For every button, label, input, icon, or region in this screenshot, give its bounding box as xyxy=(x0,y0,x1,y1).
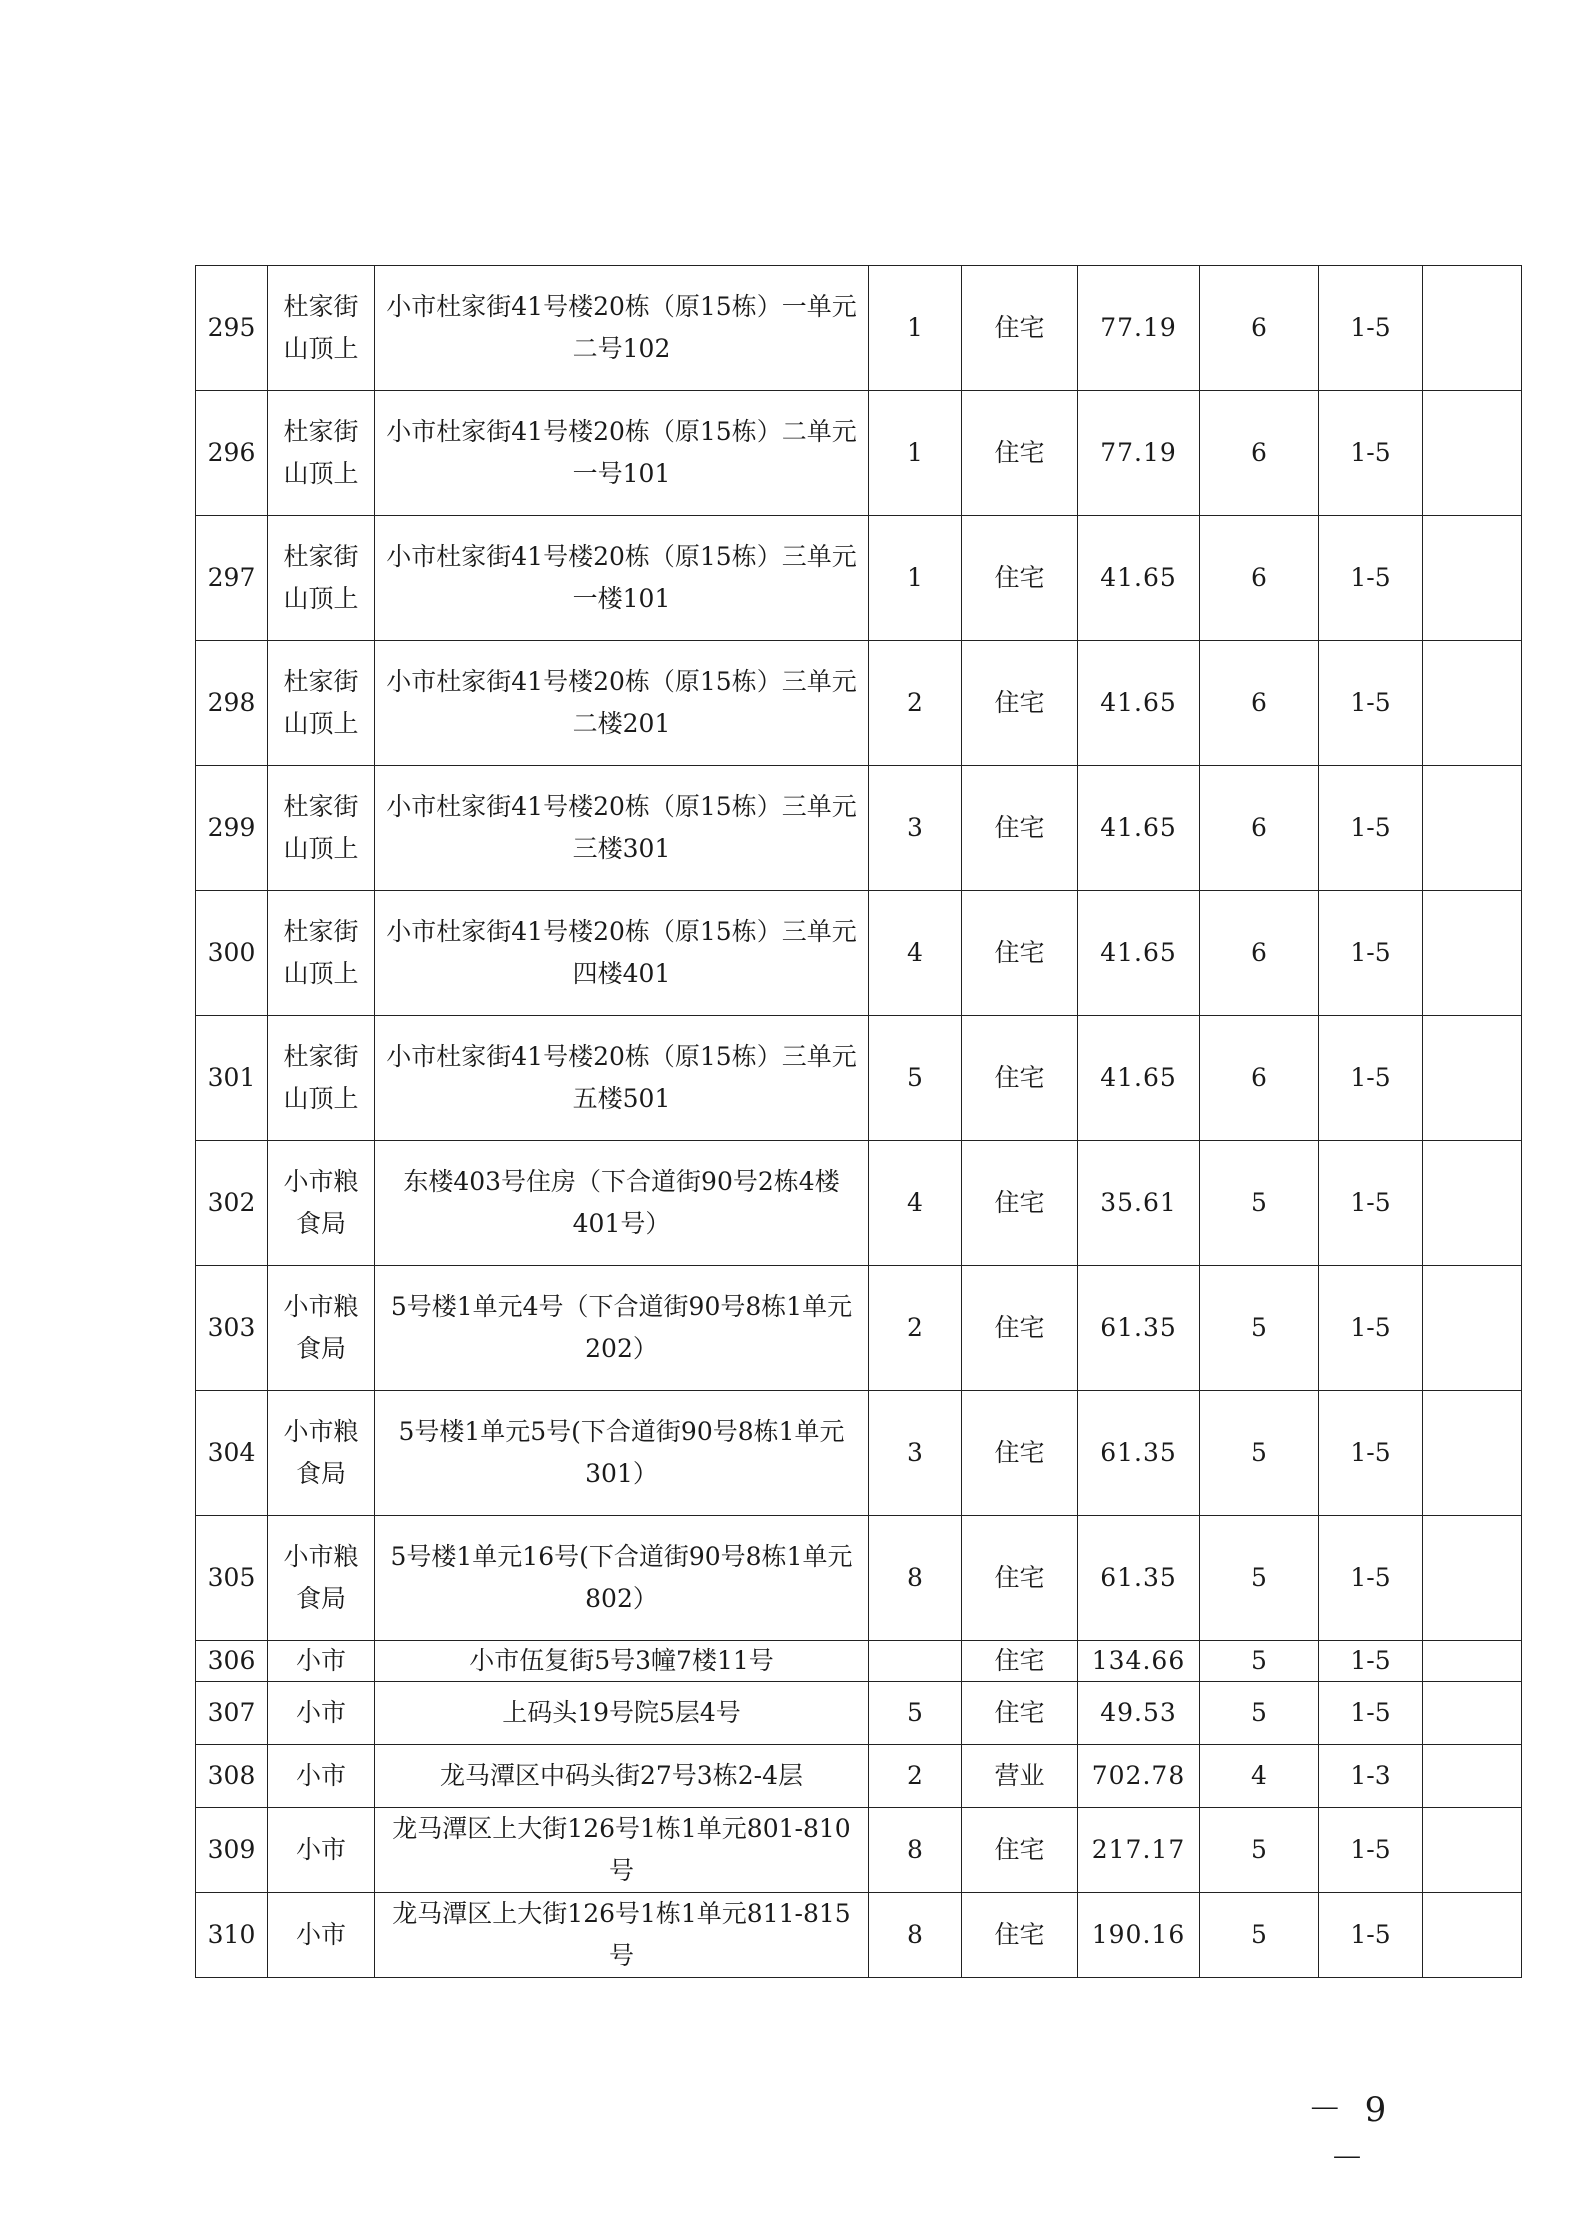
note-cell xyxy=(1423,891,1522,1016)
note-cell xyxy=(1423,766,1522,891)
note-cell xyxy=(1423,1016,1522,1141)
floor-cell: 2 xyxy=(869,641,962,766)
use-cell: 住宅 xyxy=(962,1808,1078,1893)
note-cell xyxy=(1423,391,1522,516)
total-floors-cell: 5 xyxy=(1200,1266,1319,1391)
floor-cell: 5 xyxy=(869,1016,962,1141)
table-row xyxy=(196,391,1522,516)
address-cell: 小市杜家街41号楼20栋（原15栋）三单元四楼401 xyxy=(375,891,869,1016)
area-cell: 41.65 xyxy=(1078,891,1200,1016)
location-cell: 小市粮食局 xyxy=(268,1391,375,1516)
row-number: 299 xyxy=(196,766,268,891)
grade-cell: 1-5 xyxy=(1319,641,1423,766)
location-cell: 杜家街山顶上 xyxy=(268,266,375,391)
total-floors-cell: 5 xyxy=(1200,1391,1319,1516)
note-cell xyxy=(1423,1391,1522,1516)
grade-cell: 1-5 xyxy=(1319,1141,1423,1266)
total-floors-cell: 6 xyxy=(1200,766,1319,891)
area-cell: 41.65 xyxy=(1078,641,1200,766)
use-cell: 住宅 xyxy=(962,766,1078,891)
location-cell: 杜家街山顶上 xyxy=(268,891,375,1016)
note-cell xyxy=(1423,641,1522,766)
total-floors-cell: 5 xyxy=(1200,1516,1319,1641)
location-cell: 杜家街山顶上 xyxy=(268,641,375,766)
row-number: 296 xyxy=(196,391,268,516)
total-floors-cell: 6 xyxy=(1200,391,1319,516)
note-cell xyxy=(1423,1893,1522,1978)
grade-cell: 1-5 xyxy=(1319,1641,1423,1682)
row-number: 301 xyxy=(196,1016,268,1141)
use-cell: 住宅 xyxy=(962,1141,1078,1266)
row-number: 303 xyxy=(196,1266,268,1391)
grade-cell: 1-5 xyxy=(1319,766,1423,891)
row-number: 300 xyxy=(196,891,268,1016)
floor-cell: 3 xyxy=(869,766,962,891)
address-cell: 5号楼1单元5号(下合道街90号8栋1单元301） xyxy=(375,1391,869,1516)
area-cell: 41.65 xyxy=(1078,516,1200,641)
address-cell: 龙马潭区上大街126号1栋1单元811-815号 xyxy=(375,1893,869,1978)
note-cell xyxy=(1423,1516,1522,1641)
use-cell: 住宅 xyxy=(962,1682,1078,1745)
total-floors-cell: 6 xyxy=(1200,266,1319,391)
table-row xyxy=(196,1641,1522,1682)
area-cell: 134.66 xyxy=(1078,1641,1200,1682)
table-row xyxy=(196,1745,1522,1808)
use-cell: 住宅 xyxy=(962,1893,1078,1978)
floor-cell: 2 xyxy=(869,1745,962,1808)
grade-cell: 1-5 xyxy=(1319,891,1423,1016)
location-cell: 杜家街山顶上 xyxy=(268,391,375,516)
note-cell xyxy=(1423,266,1522,391)
floor-cell: 1 xyxy=(869,391,962,516)
floor-cell: 3 xyxy=(869,1391,962,1516)
use-cell: 住宅 xyxy=(962,1391,1078,1516)
area-cell: 217.17 xyxy=(1078,1808,1200,1893)
table-row xyxy=(196,1391,1522,1516)
table-row xyxy=(196,1893,1522,1978)
floor-cell: 1 xyxy=(869,266,962,391)
row-number: 295 xyxy=(196,266,268,391)
table-row xyxy=(196,266,1522,391)
page-number: － 9 － xyxy=(1307,2090,1393,2179)
total-floors-cell: 5 xyxy=(1200,1141,1319,1266)
use-cell: 住宅 xyxy=(962,1266,1078,1391)
address-cell: 小市杜家街41号楼20栋（原15栋）三单元一楼101 xyxy=(375,516,869,641)
location-cell: 小市 xyxy=(268,1808,375,1893)
grade-cell: 1-5 xyxy=(1319,1516,1423,1641)
grade-cell: 1-5 xyxy=(1319,1391,1423,1516)
address-cell: 龙马潭区中码头街27号3栋2-4层 xyxy=(375,1745,869,1808)
table-row xyxy=(196,1016,1522,1141)
area-cell: 61.35 xyxy=(1078,1391,1200,1516)
grade-cell: 1-5 xyxy=(1319,1682,1423,1745)
address-cell: 小市杜家街41号楼20栋（原15栋）一单元二号102 xyxy=(375,266,869,391)
row-number: 307 xyxy=(196,1682,268,1745)
row-number: 310 xyxy=(196,1893,268,1978)
note-cell xyxy=(1423,1641,1522,1682)
location-cell: 小市粮食局 xyxy=(268,1516,375,1641)
area-cell: 41.65 xyxy=(1078,766,1200,891)
note-cell xyxy=(1423,1682,1522,1745)
address-cell: 东楼403号住房（下合道街90号2栋4楼401号） xyxy=(375,1141,869,1266)
location-cell: 杜家街山顶上 xyxy=(268,766,375,891)
area-cell: 77.19 xyxy=(1078,266,1200,391)
total-floors-cell: 6 xyxy=(1200,1016,1319,1141)
row-number: 302 xyxy=(196,1141,268,1266)
area-cell: 49.53 xyxy=(1078,1682,1200,1745)
address-cell: 5号楼1单元16号(下合道街90号8栋1单元802） xyxy=(375,1516,869,1641)
location-cell: 小市 xyxy=(268,1893,375,1978)
note-cell xyxy=(1423,1808,1522,1893)
note-cell xyxy=(1423,1266,1522,1391)
table-row xyxy=(196,1682,1522,1745)
area-cell: 61.35 xyxy=(1078,1266,1200,1391)
grade-cell: 1-5 xyxy=(1319,1893,1423,1978)
address-cell: 龙马潭区上大街126号1栋1单元801-810号 xyxy=(375,1808,869,1893)
location-cell: 小市 xyxy=(268,1641,375,1682)
address-cell: 小市杜家街41号楼20栋（原15栋）三单元五楼501 xyxy=(375,1016,869,1141)
table-row xyxy=(196,891,1522,1016)
total-floors-cell: 5 xyxy=(1200,1682,1319,1745)
use-cell: 住宅 xyxy=(962,391,1078,516)
address-cell: 小市杜家街41号楼20栋（原15栋）三单元三楼301 xyxy=(375,766,869,891)
address-cell: 5号楼1单元4号（下合道街90号8栋1单元202） xyxy=(375,1266,869,1391)
table-row xyxy=(196,641,1522,766)
grade-cell: 1-3 xyxy=(1319,1745,1423,1808)
grade-cell: 1-5 xyxy=(1319,391,1423,516)
floor-cell: 8 xyxy=(869,1516,962,1641)
location-cell: 小市粮食局 xyxy=(268,1266,375,1391)
area-cell: 41.65 xyxy=(1078,1016,1200,1141)
use-cell: 营业 xyxy=(962,1745,1078,1808)
address-cell: 小市伍复街5号3幢7楼11号 xyxy=(375,1641,869,1682)
floor-cell: 1 xyxy=(869,516,962,641)
row-number: 306 xyxy=(196,1641,268,1682)
grade-cell: 1-5 xyxy=(1319,1808,1423,1893)
total-floors-cell: 5 xyxy=(1200,1641,1319,1682)
use-cell: 住宅 xyxy=(962,641,1078,766)
total-floors-cell: 6 xyxy=(1200,891,1319,1016)
total-floors-cell: 4 xyxy=(1200,1745,1319,1808)
row-number: 304 xyxy=(196,1391,268,1516)
address-cell: 小市杜家街41号楼20栋（原15栋）二单元一号101 xyxy=(375,391,869,516)
row-number: 309 xyxy=(196,1808,268,1893)
use-cell: 住宅 xyxy=(962,1516,1078,1641)
total-floors-cell: 6 xyxy=(1200,516,1319,641)
table-row xyxy=(196,1516,1522,1641)
note-cell xyxy=(1423,1141,1522,1266)
floor-cell: 4 xyxy=(869,891,962,1016)
grade-cell: 1-5 xyxy=(1319,1016,1423,1141)
use-cell: 住宅 xyxy=(962,266,1078,391)
row-number: 298 xyxy=(196,641,268,766)
floor-cell xyxy=(869,1641,962,1682)
grade-cell: 1-5 xyxy=(1319,516,1423,641)
table-row xyxy=(196,516,1522,641)
use-cell: 住宅 xyxy=(962,891,1078,1016)
floor-cell: 8 xyxy=(869,1893,962,1978)
floor-cell: 2 xyxy=(869,1266,962,1391)
row-number: 297 xyxy=(196,516,268,641)
use-cell: 住宅 xyxy=(962,1016,1078,1141)
table-row xyxy=(196,1808,1522,1893)
note-cell xyxy=(1423,516,1522,641)
floor-cell: 8 xyxy=(869,1808,962,1893)
row-number: 308 xyxy=(196,1745,268,1808)
use-cell: 住宅 xyxy=(962,1641,1078,1682)
location-cell: 杜家街山顶上 xyxy=(268,516,375,641)
location-cell: 小市粮食局 xyxy=(268,1141,375,1266)
area-cell: 702.78 xyxy=(1078,1745,1200,1808)
area-cell: 61.35 xyxy=(1078,1516,1200,1641)
grade-cell: 1-5 xyxy=(1319,1266,1423,1391)
location-cell: 小市 xyxy=(268,1745,375,1808)
total-floors-cell: 5 xyxy=(1200,1893,1319,1978)
use-cell: 住宅 xyxy=(962,516,1078,641)
row-number: 305 xyxy=(196,1516,268,1641)
floor-cell: 4 xyxy=(869,1141,962,1266)
total-floors-cell: 6 xyxy=(1200,641,1319,766)
address-cell: 上码头19号院5层4号 xyxy=(375,1682,869,1745)
address-cell: 小市杜家街41号楼20栋（原15栋）三单元二楼201 xyxy=(375,641,869,766)
table-row xyxy=(196,1141,1522,1266)
property-table xyxy=(195,265,1522,1978)
area-cell: 190.16 xyxy=(1078,1893,1200,1978)
total-floors-cell: 5 xyxy=(1200,1808,1319,1893)
floor-cell: 5 xyxy=(869,1682,962,1745)
table-row xyxy=(196,1266,1522,1391)
location-cell: 杜家街山顶上 xyxy=(268,1016,375,1141)
area-cell: 35.61 xyxy=(1078,1141,1200,1266)
table-row xyxy=(196,766,1522,891)
grade-cell: 1-5 xyxy=(1319,266,1423,391)
note-cell xyxy=(1423,1745,1522,1808)
location-cell: 小市 xyxy=(268,1682,375,1745)
area-cell: 77.19 xyxy=(1078,391,1200,516)
